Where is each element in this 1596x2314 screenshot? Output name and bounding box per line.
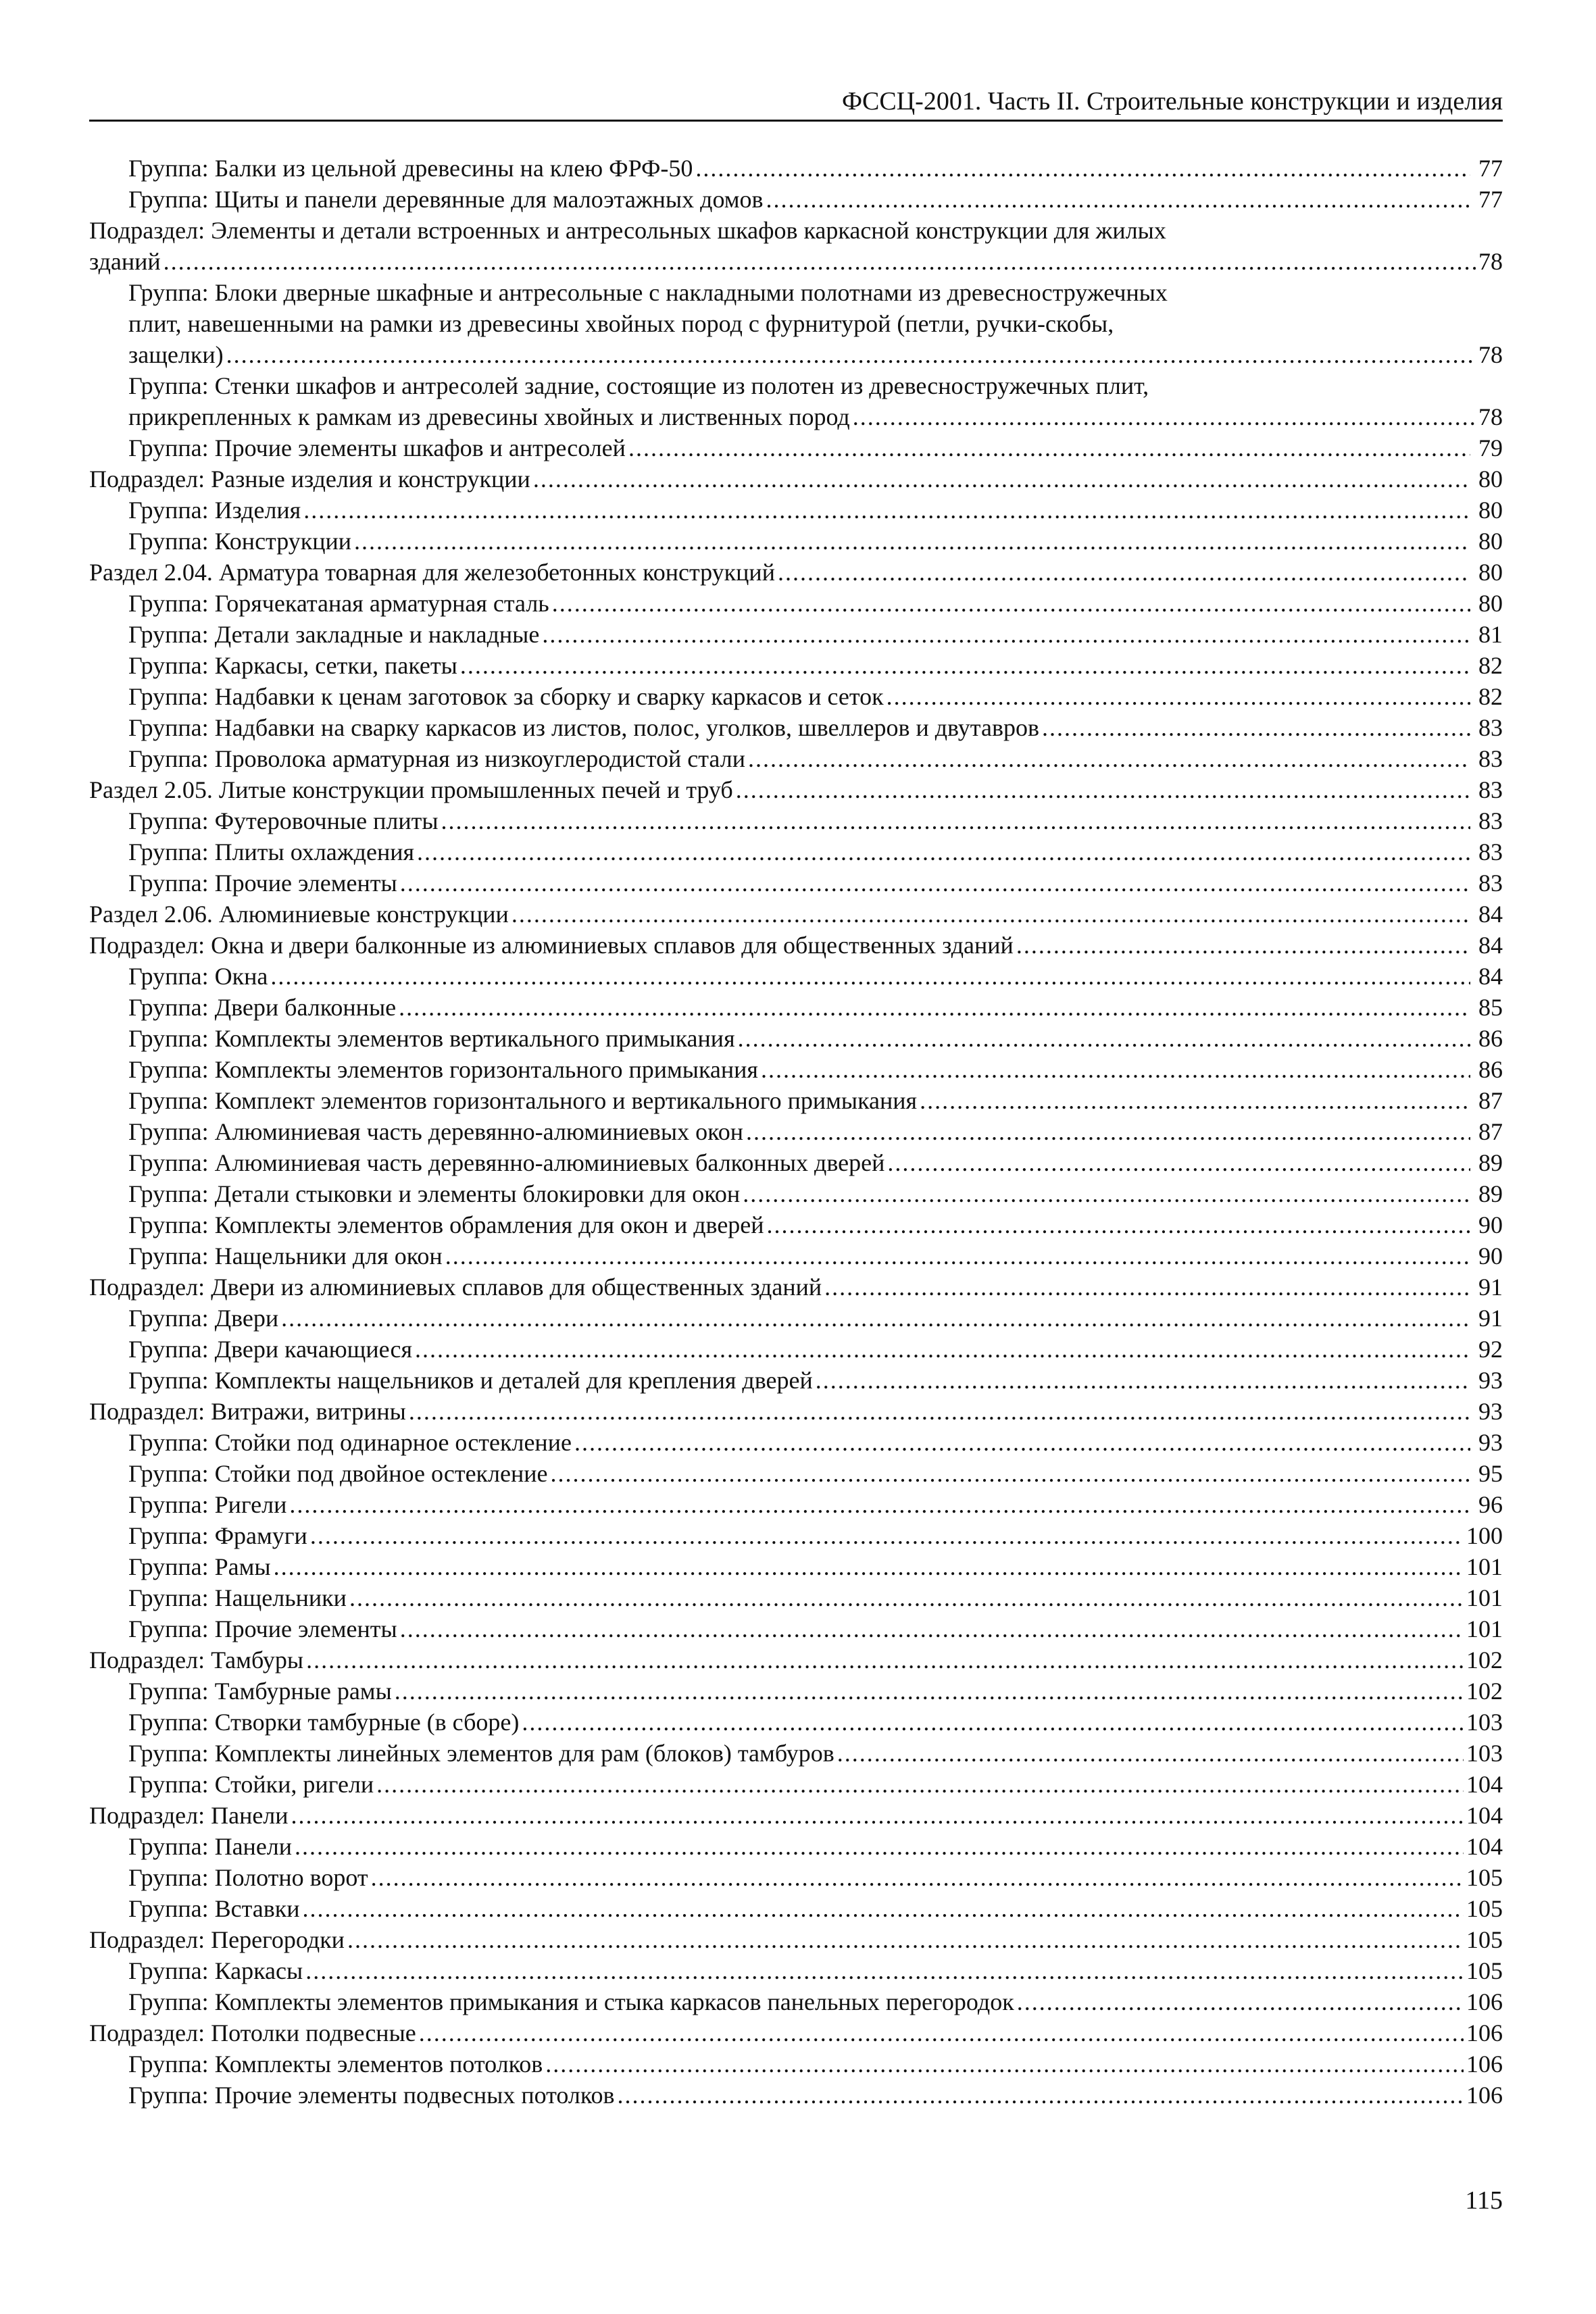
toc-entry-text: Раздел 2.05. Литые конструкции промышленных печей и труб	[89, 776, 733, 803]
toc-entry-text-line: защелки)	[128, 341, 224, 368]
toc-entry-page: 78	[1478, 341, 1503, 368]
toc-entry-text: Группа: Алюминиевая часть деревянно-алюминиевых балконных дверей	[128, 1149, 885, 1176]
toc-entry	[89, 1738, 1503, 1769]
toc-entry	[89, 1178, 1503, 1209]
dot-leader	[522, 1707, 1464, 1738]
toc-entry-text: Группа: Окна	[128, 963, 268, 990]
dot-leader	[415, 1334, 1470, 1365]
dot-leader	[270, 961, 1470, 992]
toc-entry	[89, 1551, 1503, 1582]
toc-entry-page: 83	[1478, 807, 1503, 834]
toc-entry-text: Подраздел: Панели	[89, 1802, 289, 1829]
toc-entry-text: Подраздел: Окна и двери балконные из алюминиевых сплавов для общественных зданий	[89, 932, 1014, 959]
toc-entry-text: Группа: Стойки под одинарное остекление	[128, 1429, 572, 1456]
dot-leader	[887, 1147, 1470, 1178]
toc-entry-text: Раздел 2.04. Арматура товарная для железобетонных конструкций	[89, 559, 775, 586]
toc-entry-page: 106	[1466, 2019, 1503, 2046]
dot-leader	[545, 2048, 1464, 2080]
toc-entry	[89, 961, 1503, 992]
dot-leader	[419, 2017, 1464, 2048]
toc-entry-text-line: плит, навешенными на рамки из древесины хвойных пород с фурнитурой (петли, ручки-скобы,	[128, 310, 1114, 337]
dot-leader	[695, 153, 1470, 184]
toc-entry-text: Группа: Панели	[128, 1833, 293, 1860]
toc-entry-text: Группа: Двери	[128, 1305, 279, 1332]
dot-leader	[291, 1800, 1464, 1831]
toc-entry-page: 77	[1478, 186, 1503, 213]
toc-entry-text: Подраздел: Разные изделия и конструкции	[89, 466, 530, 493]
toc-entry-page: 83	[1478, 838, 1503, 865]
dot-leader	[512, 899, 1470, 930]
dot-leader	[302, 1893, 1464, 1924]
toc-entry-text: Группа: Каркасы, сетки, пакеты	[128, 652, 457, 679]
toc-entry-text: Группа: Проволока арматурная из низкоуглеродистой стали	[128, 745, 745, 772]
toc-entry-text: Группа: Прочие элементы подвесных потолков	[128, 2082, 615, 2109]
dot-leader	[1016, 930, 1470, 961]
dot-leader	[354, 526, 1470, 557]
toc-entry-text: Группа: Комплекты элементов вертикального примыкания	[128, 1025, 735, 1052]
toc-entry-page: 78	[1478, 403, 1503, 430]
toc-entry-text: Группа: Горячекатаная арматурная сталь	[128, 590, 549, 617]
toc-entry-page: 105	[1466, 1864, 1503, 1891]
toc-entry-text: Группа: Фрамуги	[128, 1522, 307, 1549]
toc-entry-text: Группа: Детали закладные и накладные	[128, 621, 540, 648]
toc-entry-page: 84	[1478, 963, 1503, 990]
toc-entry	[89, 1644, 1503, 1676]
toc-entry	[89, 774, 1503, 805]
toc-entry	[89, 588, 1503, 619]
dot-leader	[816, 1365, 1470, 1396]
dot-leader	[837, 1738, 1464, 1769]
toc-entry-text: Группа: Изделия	[128, 497, 301, 524]
table-of-contents	[89, 153, 1503, 2111]
toc-entry-page: 83	[1478, 776, 1503, 803]
toc-entry-text: Группа: Прочие элементы	[128, 870, 397, 897]
toc-entry	[89, 1116, 1503, 1147]
header-title: ФССЦ-2001. Часть II. Строительные конструкции и изделия	[842, 87, 1503, 116]
toc-entry-text: Группа: Нащельники	[128, 1584, 347, 1611]
toc-entry-page: 105	[1466, 1895, 1503, 1922]
toc-entry-text: Группа: Ригели	[128, 1491, 287, 1518]
dot-leader	[226, 339, 1476, 370]
toc-entry-text: Группа: Комплекты элементов горизонтального примыкания	[128, 1056, 758, 1083]
toc-entry	[89, 712, 1503, 743]
toc-entry	[89, 184, 1503, 215]
dot-leader	[743, 1178, 1470, 1209]
toc-entry-text-line: Группа: Стенки шкафов и антресолей задние, состоящие из полотен из древесностружечных плит,	[128, 372, 1149, 399]
toc-entry	[89, 463, 1503, 495]
dot-leader	[552, 588, 1470, 619]
toc-entry-page: 103	[1466, 1740, 1503, 1767]
dot-leader	[748, 743, 1470, 774]
toc-entry-page: 93	[1478, 1429, 1503, 1456]
toc-entry	[89, 1272, 1503, 1303]
running-header	[89, 84, 1503, 122]
toc-entry-text: Группа: Надбавки на сварку каркасов из листов, полос, уголков, швеллеров и двутавров	[128, 714, 1039, 741]
toc-entry-page: 100	[1466, 1522, 1503, 1549]
dot-leader	[853, 401, 1476, 432]
toc-entry	[89, 526, 1503, 557]
dot-leader	[767, 1209, 1470, 1240]
toc-entry	[89, 1676, 1503, 1707]
toc-entry-page: 86	[1478, 1056, 1503, 1083]
toc-entry-page: 84	[1478, 901, 1503, 928]
dot-leader	[551, 1458, 1471, 1489]
toc-entry	[89, 557, 1503, 588]
toc-entry	[89, 805, 1503, 836]
toc-entry-text: Группа: Футеровочные плиты	[128, 807, 439, 834]
toc-entry-text: Группа: Створки тамбурные (в сборе)	[128, 1709, 520, 1736]
toc-entry-page: 104	[1466, 1771, 1503, 1798]
toc-entry-page: 87	[1478, 1118, 1503, 1145]
toc-entry-page: 96	[1478, 1491, 1503, 1518]
toc-entry-text: Группа: Комплекты линейных элементов для рам (блоков) тамбуров	[128, 1740, 834, 1767]
toc-entry-page: 102	[1466, 1678, 1503, 1705]
toc-entry-page: 93	[1478, 1398, 1503, 1425]
toc-entry-page: 81	[1478, 621, 1503, 648]
dot-leader	[542, 619, 1470, 650]
toc-entry-page: 101	[1466, 1584, 1503, 1611]
toc-entry-text: Группа: Тамбурные рамы	[128, 1678, 392, 1705]
toc-entry-page: 105	[1466, 1957, 1503, 1984]
toc-entry	[89, 743, 1503, 774]
toc-entry-page: 104	[1466, 1802, 1503, 1829]
toc-entry	[89, 681, 1503, 712]
toc-entry	[89, 1613, 1503, 1644]
dot-leader	[164, 246, 1476, 277]
dot-leader	[887, 681, 1470, 712]
toc-entry-page: 80	[1478, 497, 1503, 524]
toc-entry-page: 84	[1478, 932, 1503, 959]
toc-entry-page: 101	[1466, 1615, 1503, 1642]
toc-entry-page: 83	[1478, 745, 1503, 772]
toc-entry	[89, 930, 1503, 961]
toc-entry-page: 91	[1478, 1274, 1503, 1301]
dot-leader	[400, 1613, 1464, 1644]
toc-entry	[89, 2080, 1503, 2111]
toc-entry	[89, 1520, 1503, 1551]
toc-entry-page: 103	[1466, 1709, 1503, 1736]
dot-leader	[400, 867, 1470, 899]
toc-entry-page: 86	[1478, 1025, 1503, 1052]
page-number: 115	[1465, 2186, 1503, 2215]
toc-entry-text: Группа: Балки из цельной древесины на клею ФРФ-50	[128, 155, 693, 182]
toc-entry	[89, 1955, 1503, 1986]
toc-entry	[89, 1396, 1503, 1427]
toc-entry-page: 80	[1478, 466, 1503, 493]
toc-entry	[89, 899, 1503, 930]
toc-entry-text: Группа: Комплекты элементов примыкания и стыка каркасов панельных перегородок	[128, 1988, 1014, 2015]
dot-leader	[306, 1644, 1464, 1676]
toc-entry-text: Раздел 2.06. Алюминиевые конструкции	[89, 901, 509, 928]
dot-leader	[920, 1085, 1470, 1116]
dot-leader	[1017, 1986, 1464, 2017]
toc-entry	[89, 277, 1503, 370]
toc-entry-text-line: Группа: Блоки дверные шкафные и антресольные с накладными полотнами из древесностружечных	[128, 279, 1168, 306]
dot-leader	[1042, 712, 1470, 743]
toc-entry-text: Группа: Надбавки к ценам заготовок за сборку и сварку каркасов и сеток	[128, 683, 884, 710]
toc-entry	[89, 1582, 1503, 1613]
toc-entry-page: 101	[1466, 1553, 1503, 1580]
dot-leader	[395, 1676, 1464, 1707]
toc-entry-page: 78	[1478, 248, 1503, 275]
dot-leader	[574, 1427, 1470, 1458]
dot-leader	[289, 1489, 1470, 1520]
toc-entry-text: Подраздел: Двери из алюминиевых сплавов для общественных зданий	[89, 1274, 822, 1301]
dot-leader	[295, 1831, 1464, 1862]
toc-entry-page: 85	[1478, 994, 1503, 1021]
toc-entry	[89, 1769, 1503, 1800]
toc-entry	[89, 370, 1503, 432]
toc-entry-text-line: прикрепленных к рамкам из древесины хвойных и лиственных пород	[128, 403, 850, 430]
dot-leader	[305, 1955, 1464, 1986]
toc-entry-page: 106	[1466, 2082, 1503, 2109]
dot-leader	[310, 1520, 1464, 1551]
toc-entry-page: 77	[1478, 155, 1503, 182]
toc-entry-text: Группа: Прочие элементы шкафов и антресолей	[128, 434, 626, 461]
dot-leader	[824, 1272, 1470, 1303]
toc-entry	[89, 1303, 1503, 1334]
toc-entry	[89, 650, 1503, 681]
dot-leader	[766, 184, 1470, 215]
toc-entry	[89, 1831, 1503, 1862]
dot-leader	[628, 432, 1470, 463]
toc-entry	[89, 432, 1503, 463]
dot-leader	[618, 2080, 1464, 2111]
dot-leader	[409, 1396, 1470, 1427]
dot-leader	[746, 1116, 1470, 1147]
toc-entry-page: 92	[1478, 1336, 1503, 1363]
dot-leader	[274, 1551, 1464, 1582]
toc-entry-text: Группа: Двери балконные	[128, 994, 397, 1021]
dot-leader	[376, 1769, 1464, 1800]
toc-entry	[89, 215, 1503, 277]
toc-entry-page: 106	[1466, 1988, 1503, 2015]
toc-entry-page: 83	[1478, 714, 1503, 741]
toc-entry-page: 89	[1478, 1149, 1503, 1176]
header-rule	[89, 120, 1503, 122]
toc-entry-text: Группа: Рамы	[128, 1553, 271, 1580]
toc-entry-page: 82	[1478, 683, 1503, 710]
toc-entry-text: Группа: Каркасы	[128, 1957, 303, 1984]
toc-entry-page: 87	[1478, 1087, 1503, 1114]
dot-leader	[738, 1023, 1470, 1054]
toc-entry	[89, 2048, 1503, 2080]
toc-entry	[89, 1986, 1503, 2017]
dot-leader	[399, 992, 1470, 1023]
toc-entry	[89, 1240, 1503, 1272]
toc-entry-text: Группа: Двери качающиеся	[128, 1336, 413, 1363]
toc-entry	[89, 1334, 1503, 1365]
toc-entry	[89, 1800, 1503, 1831]
toc-entry-page: 89	[1478, 1180, 1503, 1207]
toc-entry	[89, 1023, 1503, 1054]
toc-entry-text: Группа: Комплект элементов горизонтального и вертикального примыкания	[128, 1087, 918, 1114]
toc-entry-page: 90	[1478, 1242, 1503, 1269]
toc-entry	[89, 1862, 1503, 1893]
toc-entry	[89, 867, 1503, 899]
toc-entry	[89, 992, 1503, 1023]
toc-entry	[89, 1054, 1503, 1085]
toc-entry-text: Группа: Алюминиевая часть деревянно-алюминиевых окон	[128, 1118, 744, 1145]
toc-entry-page: 93	[1478, 1367, 1503, 1394]
toc-entry-page: 104	[1466, 1833, 1503, 1860]
toc-entry-text: Группа: Нащельники для окон	[128, 1242, 443, 1269]
toc-entry-page: 91	[1478, 1305, 1503, 1332]
toc-entry-text: Подраздел: Перегородки	[89, 1926, 345, 1953]
dot-leader	[445, 1240, 1470, 1272]
toc-entry-text: Группа: Прочие элементы	[128, 1615, 397, 1642]
toc-entry	[89, 1489, 1503, 1520]
toc-entry	[89, 153, 1503, 184]
toc-entry-page: 79	[1478, 434, 1503, 461]
toc-entry-page: 83	[1478, 870, 1503, 897]
toc-entry-page: 102	[1466, 1646, 1503, 1674]
dot-leader	[349, 1582, 1464, 1613]
toc-entry	[89, 2017, 1503, 2048]
toc-entry-page: 80	[1478, 528, 1503, 555]
toc-entry-page: 80	[1478, 590, 1503, 617]
toc-entry	[89, 1365, 1503, 1396]
dot-leader	[347, 1924, 1464, 1955]
dot-leader	[778, 557, 1470, 588]
toc-entry	[89, 619, 1503, 650]
toc-entry-text: Группа: Вставки	[128, 1895, 300, 1922]
toc-entry-page: 80	[1478, 559, 1503, 586]
dot-leader	[303, 495, 1470, 526]
toc-entry-page: 95	[1478, 1460, 1503, 1487]
toc-entry-page: 90	[1478, 1211, 1503, 1238]
dot-leader	[736, 774, 1470, 805]
toc-entry	[89, 836, 1503, 867]
toc-entry-text: Группа: Комплекты нащельников и деталей для крепления дверей	[128, 1367, 813, 1394]
toc-entry	[89, 495, 1503, 526]
toc-entry-text: Группа: Комплекты элементов потолков	[128, 2051, 543, 2078]
toc-entry	[89, 1924, 1503, 1955]
toc-entry	[89, 1707, 1503, 1738]
dot-leader	[281, 1303, 1470, 1334]
toc-entry-text: Группа: Плиты охлаждения	[128, 838, 415, 865]
toc-entry	[89, 1085, 1503, 1116]
toc-entry	[89, 1893, 1503, 1924]
dot-leader	[761, 1054, 1470, 1085]
toc-entry	[89, 1209, 1503, 1240]
toc-entry-text: Группа: Комплекты элементов обрамления для окон и дверей	[128, 1211, 764, 1238]
toc-entry-page: 106	[1466, 2051, 1503, 2078]
dot-leader	[371, 1862, 1464, 1893]
toc-entry-page: 82	[1478, 652, 1503, 679]
toc-entry-text: Подраздел: Потолки подвесные	[89, 2019, 416, 2046]
toc-entry-text: Группа: Детали стыковки и элементы блокировки для окон	[128, 1180, 741, 1207]
toc-entry-text: Группа: Полотно ворот	[128, 1864, 368, 1891]
toc-entry	[89, 1147, 1503, 1178]
toc-entry-text-line: зданий	[89, 248, 161, 275]
toc-entry-text: Группа: Стойки под двойное остекление	[128, 1460, 548, 1487]
toc-entry-text: Подраздел: Витражи, витрины	[89, 1398, 406, 1425]
toc-entry-text: Группа: Стойки, ригели	[128, 1771, 374, 1798]
dot-leader	[460, 650, 1470, 681]
toc-entry	[89, 1458, 1503, 1489]
toc-entry-text: Группа: Щиты и панели деревянные для малоэтажных домов	[128, 186, 764, 213]
dot-leader	[441, 805, 1470, 836]
toc-entry-page: 105	[1466, 1926, 1503, 1953]
dot-leader	[417, 836, 1470, 867]
toc-entry-text: Группа: Конструкции	[128, 528, 352, 555]
toc-entry-text-line: Подраздел: Элементы и детали встроенных и антресольных шкафов каркасной конструкции для жилых	[89, 217, 1166, 244]
toc-entry-text: Подраздел: Тамбуры	[89, 1646, 304, 1674]
toc-entry	[89, 1427, 1503, 1458]
dot-leader	[533, 463, 1470, 495]
